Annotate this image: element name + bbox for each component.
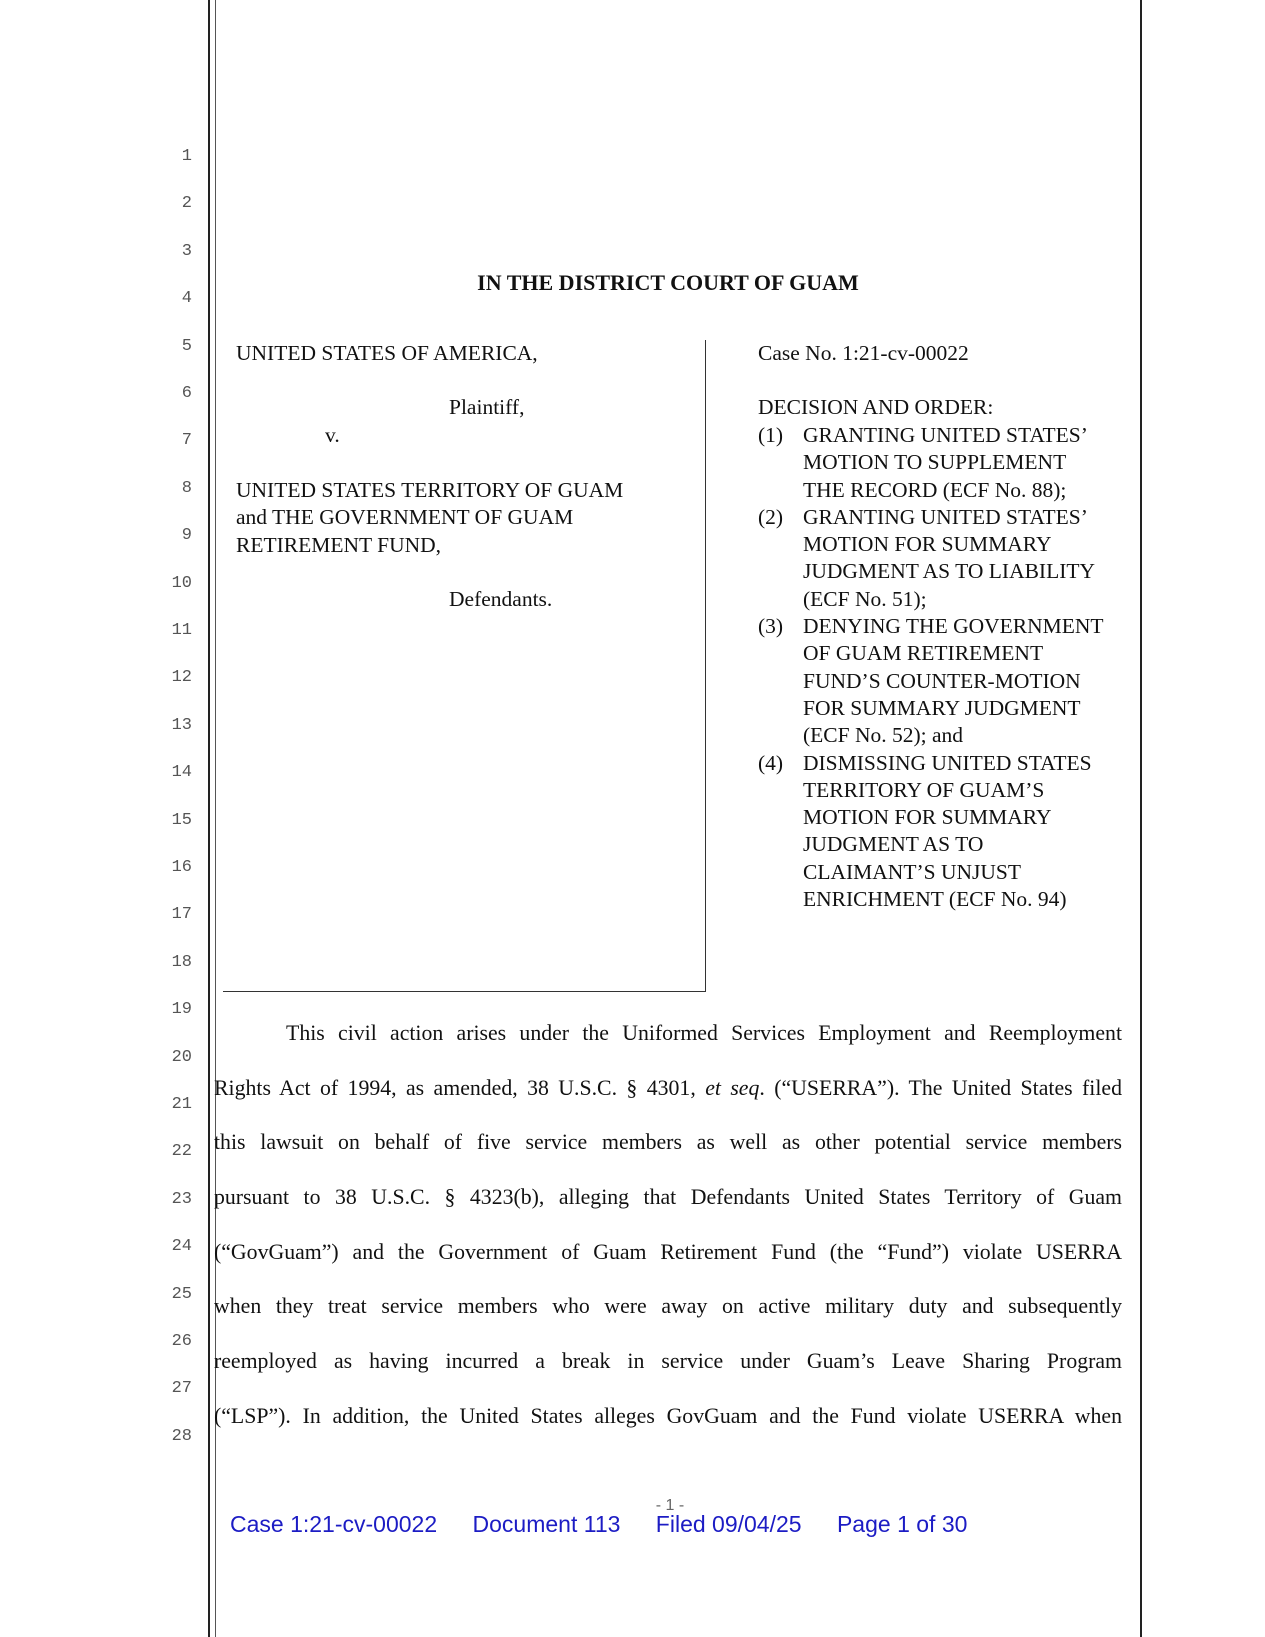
footer-document: Document 113 [472,1511,621,1537]
line-number: 12 [171,668,192,688]
body-line: pursuant to 38 U.S.C. § 4323(b), alleging that Defendants United States Territory of Guam [214,1185,1122,1210]
line-number: 17 [171,905,192,925]
order-item-line: FUND’S COUNTER-MOTION [803,668,1081,693]
order-item-line: (ECF No. 51); [803,586,927,611]
line-number: 16 [171,858,192,877]
left-margin-rule-outer [208,0,210,1637]
case-number: Case No. 1:21-cv-00022 [758,341,969,365]
defendant-line: UNITED STATES TERRITORY OF GUAM [236,478,624,502]
body-italic-text: et seq [705,1075,760,1100]
body-text: Rights Act of 1994, as amended, 38 U.S.C. § 4301, [214,1075,706,1100]
line-number: 3 [181,241,192,261]
line-number: 20 [171,1047,192,1067]
order-item-line: JUDGMENT AS TO [803,832,984,857]
plaintiff-name: UNITED STATES OF AMERICA, [236,341,538,365]
order-title: DECISION AND ORDER: [758,395,994,419]
footer-filed: Filed 09/04/25 [655,1511,802,1537]
page-number: - 1 - [655,1497,685,1514]
line-number: 27 [171,1379,192,1399]
order-item-text [803,422,1088,504]
line-number: 28 [171,1426,192,1446]
order-item-line: DISMISSING UNITED STATES [803,750,1092,775]
line-number: 4 [181,289,192,309]
order-item-line: MOTION FOR SUMMARY [803,805,1052,830]
line-number: 7 [181,431,192,451]
body-line: reemployed as having incurred a break in service under Guam’s Leave Sharing Program [214,1349,1122,1374]
body-line: (“LSP”). In addition, the United States alleges GovGuam and the Fund violate USERRA when [214,1403,1122,1428]
order-item-line: CLAIMANT’S UNJUST [803,859,1021,884]
order-item-line: DENYING THE GOVERNMENT [803,614,1104,639]
order-item-number: (3) [758,614,784,639]
line-number: 5 [181,336,192,356]
court-title: IN THE DISTRICT COURT OF GUAM [477,270,859,295]
body-line: this lawsuit on behalf of five service members as well as other potential service members [214,1130,1122,1155]
line-number: 19 [171,1000,192,1020]
line-number: 15 [171,810,192,830]
line-number: 22 [171,1142,192,1162]
line-number: 25 [171,1284,192,1304]
order-item-text [803,504,1095,613]
line-number: 21 [171,1095,192,1114]
line-number: 9 [181,526,192,546]
body-line: This civil action arises under the Uniformed Services Employment and Reemployment [286,1021,1122,1045]
order-item-line: OF GUAM RETIREMENT [803,641,1044,666]
line-number: 11 [171,621,192,640]
defendants-label: Defendants. [449,587,553,611]
body-line [214,1074,1122,1129]
order-item-line: FOR SUMMARY JUDGMENT [803,695,1081,720]
defendant-line: RETIREMENT FUND, [236,532,442,557]
line-number: 23 [171,1189,192,1209]
line-number: 13 [171,715,192,735]
versus: v. [325,423,340,447]
line-number: 1 [181,147,192,166]
order-item-line: THE RECORD (ECF No. 88); [803,477,1067,502]
defendant-line: and THE GOVERNMENT OF GUAM [236,505,574,530]
body-text: . (“USERRA”). The United States filed [759,1075,1122,1100]
caption-divider-vertical [705,340,706,992]
plaintiff-label: Plaintiff, [449,395,525,419]
body-line: when they treat service members who were away on active military duty and subsequently [214,1294,1122,1319]
order-item-text [803,613,1104,749]
order-item-line: GRANTING UNITED STATES’ [803,504,1088,529]
order-item-text [803,750,1092,914]
order-item-line: TERRITORY OF GUAM’S [803,777,1045,802]
order-item-line: (ECF No. 52); and [803,723,964,748]
footer-page: Page 1 of 30 [836,1511,968,1537]
order-item-line: ENRICHMENT (ECF No. 94) [803,887,1067,912]
caption-divider-horizontal [223,991,706,992]
order-item-line: JUDGMENT AS TO LIABILITY [803,559,1096,584]
order-item-line: MOTION TO SUPPLEMENT [803,450,1067,475]
order-item-number: (1) [758,423,784,447]
line-number: 24 [171,1237,192,1257]
order-item-number: (4) [758,750,784,775]
body-paragraph [214,1019,1122,1457]
line-number: 26 [171,1332,192,1351]
defendants-names [236,477,623,559]
order-item-number: (2) [758,504,784,529]
line-number: 6 [181,384,192,403]
line-number: 10 [171,573,192,593]
right-margin-rule [1140,0,1142,1637]
body-line: (“GovGuam”) and the Government of Guam Retirement Fund (the “Fund”) violate USERRA [214,1239,1122,1264]
order-item-line: MOTION FOR SUMMARY [803,532,1052,557]
line-number: 2 [181,194,192,214]
line-number: 14 [171,763,192,783]
line-number: 8 [181,478,192,498]
line-number: 18 [171,952,192,972]
order-item-line: GRANTING UNITED STATES’ [803,423,1088,447]
ecf-footer [230,1511,996,1538]
footer-case: Case 1:21-cv-00022 [230,1511,438,1537]
